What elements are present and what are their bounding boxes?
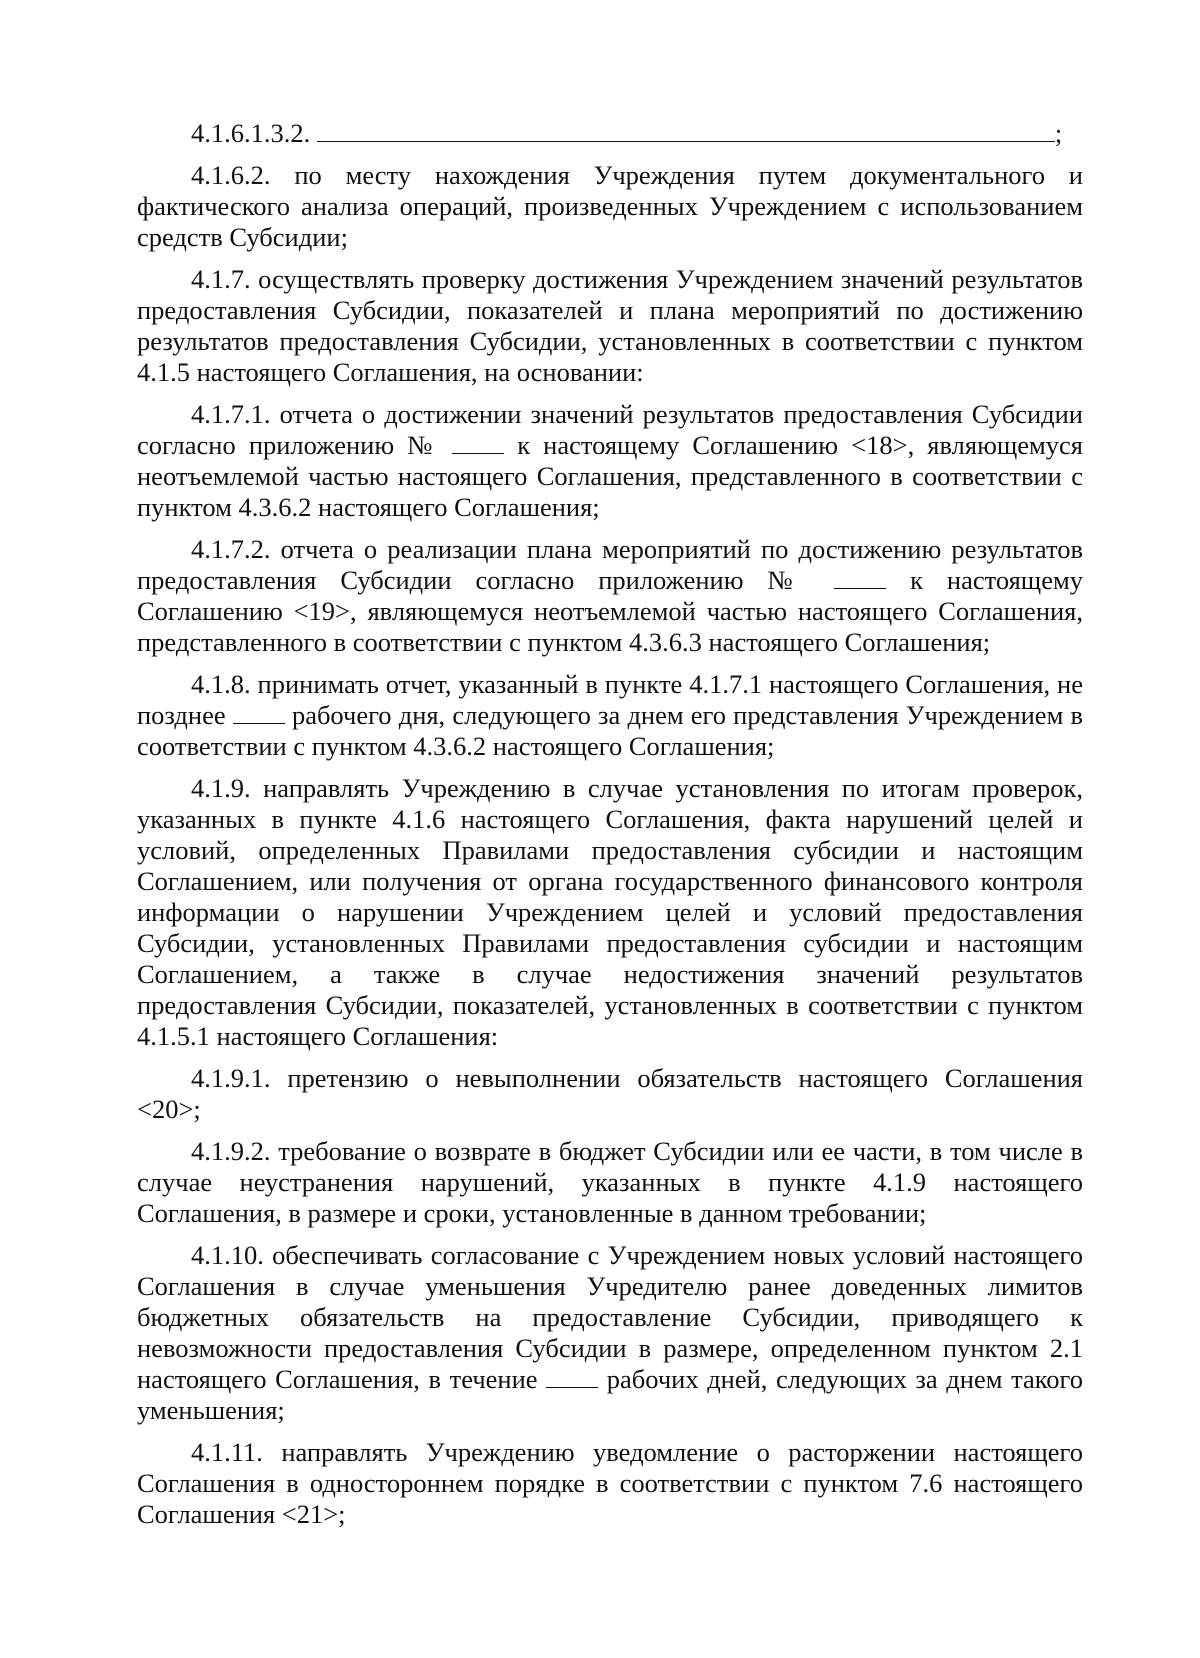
clause-text: ;	[1054, 118, 1063, 148]
clause-paragraph	[137, 160, 1083, 253]
fill-in-blank	[546, 1367, 598, 1388]
fill-in-blank	[452, 433, 504, 454]
clause-paragraph	[137, 399, 1083, 523]
clause-text: рабочего дня, следующего за днем его представления Учреждением в соответствии с пунктом 4.3.6.2 настоящего Соглашения;	[137, 700, 1084, 761]
clause-paragraph	[137, 1063, 1083, 1125]
clause-paragraph	[137, 1240, 1083, 1426]
clause-text: 4.1.10. обеспечивать согласование с Учреждением новых условий настоящего Соглашения в случае уменьшения Учредителю ранее доведенных лимитов бюджетных обязательств на предоставление Субсидии, приводящего к невозможности предоставления Субсидии в размере, определенном пунктом 2.1 настоящего Соглашения, в течение	[137, 1240, 1083, 1394]
fill-in-blank	[317, 121, 1055, 142]
clause-text: 4.1.7. осуществлять проверку достижения Учреждением значений результатов предоставления Субсидии, показателей и плана мероприятий по достижению результатов предоставления Субсидии, установленных в соответствии с пунктом 4.1.5 настоящего Соглашения, на основании:	[137, 264, 1083, 387]
clause-paragraph	[137, 1136, 1083, 1229]
fill-in-blank	[834, 568, 886, 589]
clause-text: 4.1.9.1. претензию о невыполнении обязательств настоящего Соглашения <20>;	[137, 1063, 1083, 1124]
clause-paragraph	[137, 264, 1083, 388]
clause-text: к настоящему Соглашению <19>, являющемуся неотъемлемой частью настоящего Соглашения, представленного в соответствии с пунктом 4.3.6.3 настоящего Соглашения;	[137, 565, 1083, 657]
clause-text: 4.1.11. направлять Учреждению уведомление о расторжении настоящего Соглашения в одностороннем порядке в соответствии с пунктом 7.6 настоящего Соглашения <21>;	[137, 1437, 1083, 1529]
clause-text: 4.1.7.2. отчета о реализации плана мероприятий по достижению результатов предоставления Субсидии согласно приложению №	[137, 534, 1083, 595]
clause-text: 4.1.9.2. требование о возврате в бюджет Субсидии или ее части, в том числе в случае неустранения нарушений, указанных в пункте 4.1.9 настоящего Соглашения, в размере и сроки, установленные в данном требовании;	[137, 1136, 1083, 1228]
clause-text: 4.1.6.2. по месту нахождения Учреждения путем документального и фактического анализа операций, произведенных Учреждением с использованием средств Субсидии;	[137, 160, 1083, 252]
document-body	[137, 118, 1083, 1541]
clause-text: 4.1.9. направлять Учреждению в случае установления по итогам проверок, указанных в пункте 4.1.6 настоящего Соглашения, факта нарушений целей и условий, определенных Правилами предоставления субсидии и настоящим Соглашением, или получения от органа государственного финансового контроля информации о нарушении Учреждением целей и условий предоставления Субсидии, установленных Правилами предоставления субсидии и настоящим Соглашением, а также в случае недостижения значений результатов предоставления Субсидии, показателей, установленных в соответствии с пунктом 4.1.5.1 настоящего Соглашения:	[137, 773, 1083, 1051]
clause-paragraph	[137, 118, 1083, 149]
clause-text: 4.1.8. принимать отчет, указанный в пункте 4.1.7.1 настоящего Соглашения, не позднее	[137, 669, 1083, 730]
clause-text: к настоящему Соглашению <18>, являющемуся неотъемлемой частью настоящего Соглашения, представленного в соответствии с пунктом 4.3.6.2 настоящего Соглашения;	[137, 430, 1084, 522]
clause-paragraph	[137, 669, 1083, 762]
clause-text: 4.1.7.1. отчета о достижении значений результатов предоставления Субсидии согласно приложению №	[137, 399, 1083, 460]
clause-paragraph	[137, 1437, 1083, 1530]
clause-paragraph	[137, 534, 1083, 658]
clause-text: рабочих дней, следующих за днем такого уменьшения;	[137, 1364, 1083, 1425]
clause-text: 4.1.6.1.3.2.	[191, 118, 317, 148]
fill-in-blank	[233, 703, 285, 724]
clause-paragraph	[137, 773, 1083, 1052]
